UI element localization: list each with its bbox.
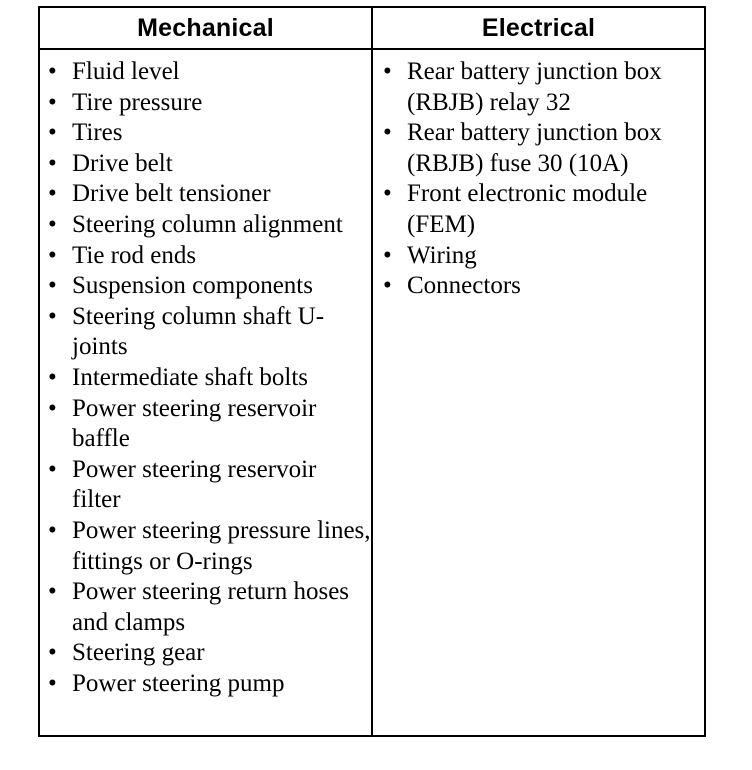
list-item: • Steering column alignment	[40, 210, 371, 241]
list-item: • Rear battery junction box (RBJB) fuse 30 (10A)	[373, 118, 704, 179]
list-item: • Steering gear	[40, 638, 371, 669]
list-item: • Tie rod ends	[40, 241, 371, 272]
list-item: • Drive belt tensioner	[40, 179, 371, 210]
header-row	[39, 7, 705, 49]
electrical-cell	[372, 49, 705, 736]
list-item: • Front electronic module (FEM)	[373, 179, 704, 240]
list-item: • Power steering pressure lines, fittings or O-rings	[40, 516, 371, 577]
list-item: • Power steering return hoses and clamps	[40, 577, 371, 638]
list-item: • Drive belt	[40, 149, 371, 180]
list-item: • Power steering reservoir filter	[40, 455, 371, 516]
list-item: • Power steering pump	[40, 669, 371, 700]
list-item: • Connectors	[373, 271, 704, 302]
list-item: • Fluid level	[40, 57, 371, 88]
mechanical-cell	[39, 49, 372, 736]
mechanical-header: Mechanical	[39, 7, 372, 49]
electrical-header: Electrical	[372, 7, 705, 49]
electrical-list	[373, 57, 704, 302]
list-item: • Wiring	[373, 241, 704, 272]
list-item: • Intermediate shaft bolts	[40, 363, 371, 394]
inspection-table	[38, 6, 706, 737]
list-item: • Suspension components	[40, 271, 371, 302]
list-item: • Power steering reservoir baffle	[40, 394, 371, 455]
items-row	[39, 49, 705, 736]
list-item: • Rear battery junction box (RBJB) relay 32	[373, 57, 704, 118]
list-item: • Steering column shaft U-joints	[40, 302, 371, 363]
list-item: • Tires	[40, 118, 371, 149]
list-item: • Tire pressure	[40, 88, 371, 119]
mechanical-list	[40, 57, 371, 699]
